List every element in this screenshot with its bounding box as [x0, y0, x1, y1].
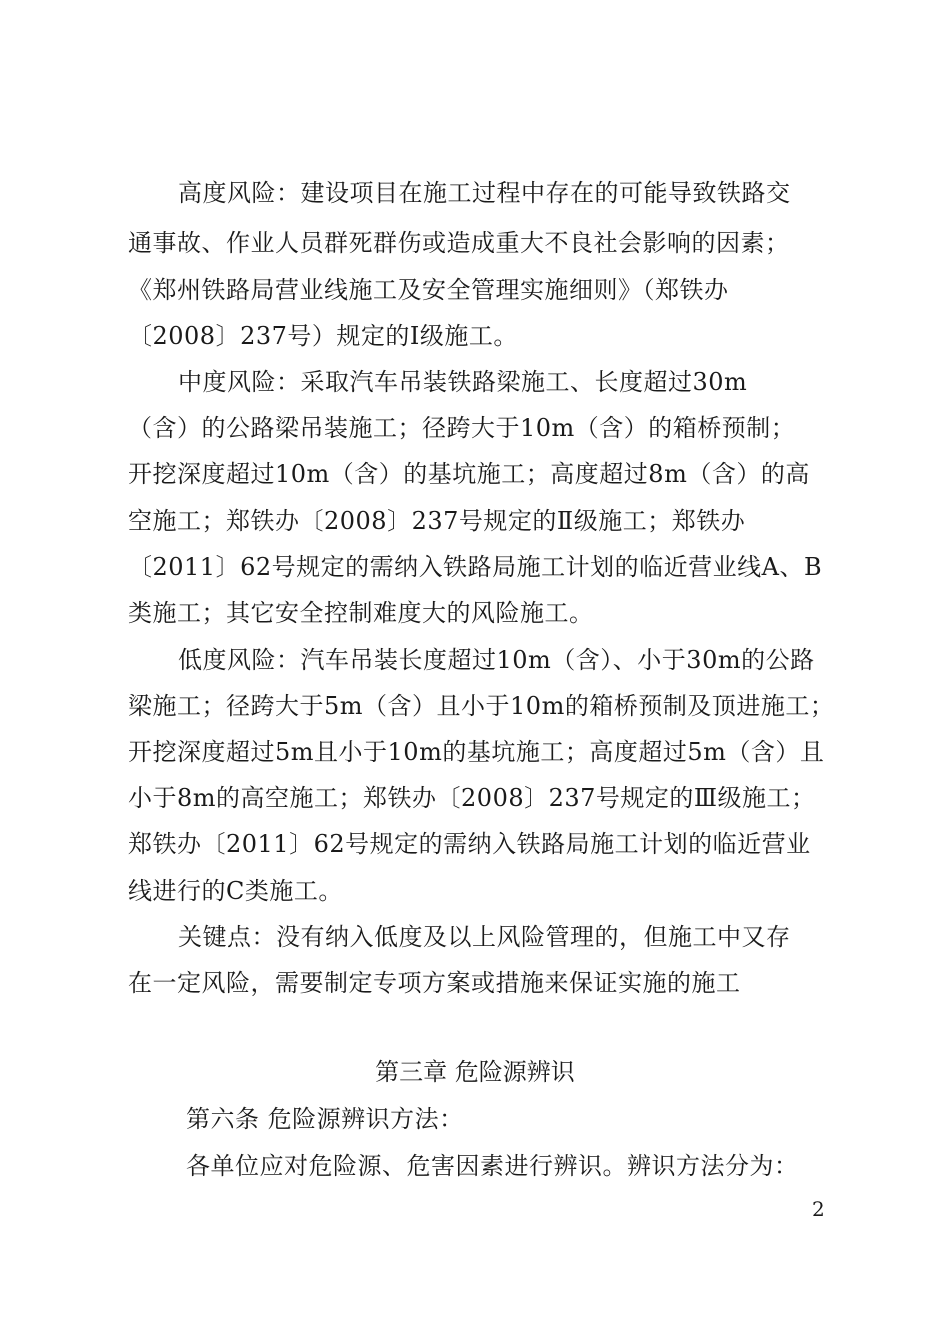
- paragraph-medium-risk-line-5: 〔2011〕62号规定的需纳入铁路局施工计划的临近营业线A、B: [128, 553, 823, 581]
- article-body: 各单位应对危险源、危害因素进行辨识。辨识方法分为：: [186, 1152, 799, 1180]
- paragraph-medium-risk-line-2: （含）的公路梁吊装施工；径跨大于10m（含）的箱桥预制；: [128, 414, 796, 442]
- paragraph-low-risk-line-5: 郑铁办〔2011〕62号规定的需纳入铁路局施工计划的临近营业: [128, 830, 811, 858]
- paragraph-medium-risk-line-1: 中度风险：采取汽车吊装铁路梁施工、长度超过30m: [178, 368, 748, 396]
- paragraph-low-risk-line-6: 线进行的C类施工。: [128, 877, 343, 905]
- paragraph-medium-risk-line-4: 空施工；郑铁办〔2008〕237号规定的Ⅱ级施工；郑铁办: [128, 507, 746, 535]
- paragraph-low-risk-line-4: 小于8m的高空施工；郑铁办〔2008〕237号规定的Ⅲ级施工；: [128, 784, 816, 812]
- article-title: 第六条 危险源辨识方法：: [186, 1105, 464, 1133]
- paragraph-low-risk-line-3: 开挖深度超过5m且小于10m的基坑施工；高度超过5m（含）且: [128, 738, 825, 766]
- paragraph-low-risk-line-2: 梁施工；径跨大于5m（含）且小于10m的箱桥预制及顶进施工；: [128, 692, 835, 720]
- paragraph-medium-risk-line-6: 类施工；其它安全控制难度大的风险施工。: [128, 599, 594, 627]
- paragraph-low-risk-line-1: 低度风险：汽车吊装长度超过10m（含）、小于30m的公路: [178, 646, 815, 674]
- chapter-title: 第三章 危险源辨识: [375, 1058, 575, 1086]
- paragraph-high-risk-line-2: 通事故、作业人员群死群伤或造成重大不良社会影响的因素；: [128, 229, 790, 257]
- paragraph-key-point-line-2: 在一定风险，需要制定专项方案或措施来保证实施的施工: [128, 969, 741, 997]
- paragraph-high-risk-line-3: 《郑州铁路局营业线施工及安全管理实施细则》（郑铁办: [128, 276, 729, 304]
- paragraph-medium-risk-line-3: 开挖深度超过10m（含）的基坑施工；高度超过8m（含）的高: [128, 460, 810, 488]
- page-number: 2: [812, 1197, 825, 1221]
- paragraph-key-point-line-1: 关键点：没有纳入低度及以上风险管理的，但施工中又存: [178, 923, 791, 951]
- paragraph-high-risk-line-1: 高度风险：建设项目在施工过程中存在的可能导致铁路交: [178, 179, 791, 207]
- paragraph-high-risk-line-4: 〔2008〕237号）规定的Ⅰ级施工。: [128, 322, 518, 350]
